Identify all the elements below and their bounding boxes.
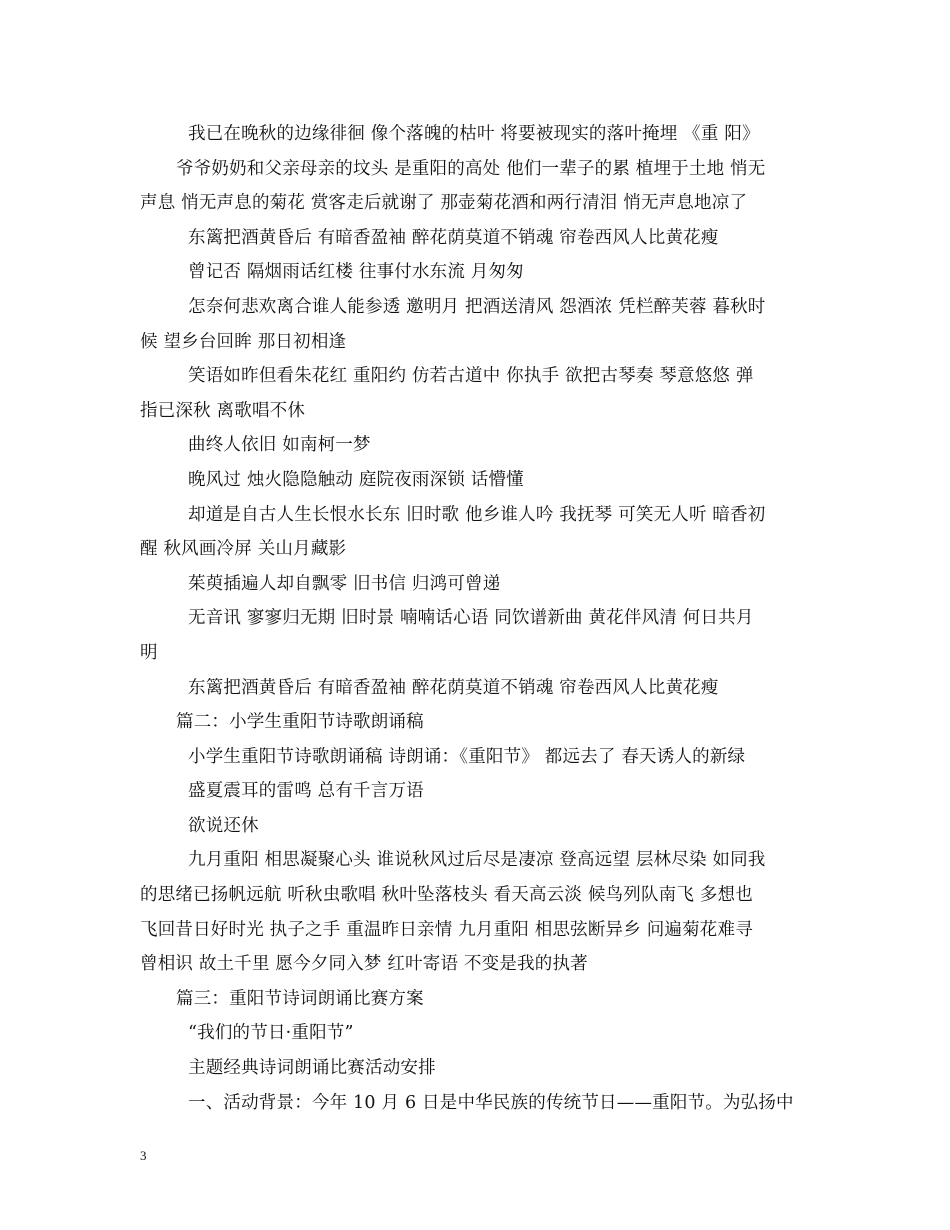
text-line: 曾相识 故土千里 愿今夕同入梦 红叶寄语 不变是我的执著 [140, 954, 588, 975]
text-line: 指已深秋 离歌唱不休 [140, 400, 306, 421]
text-line: 醒 秋风画冷屏 关山月藏影 [140, 539, 347, 560]
text-line: 主题经典诗词朗诵比赛活动安排 [188, 1058, 436, 1079]
text-line: 曲终人依旧 如南柯一梦 [188, 435, 371, 456]
page-number: 3 [140, 1148, 147, 1163]
body-text [140, 117, 812, 1120]
text-line: 爷爷奶奶和父亲母亲的坟头 是重阳的高处 他们一辈子的累 植埋于土地 悄无 [176, 158, 766, 179]
text-line: “我们的节日·重阳节” [188, 1023, 354, 1044]
text-line: 篇二：小学生重阳节诗歌朗诵稿 [176, 712, 424, 733]
text-line: 候 望乡台回眸 那日初相逢 [140, 331, 347, 352]
text-line: 晚风过 烛火隐隐触动 庭院夜雨深锁 话懵懂 [188, 469, 524, 490]
text-line: 怎奈何悲欢离合谁人能参透 邀明月 把酒送清风 怨酒浓 凭栏醉芙蓉 暮秋时 [188, 296, 766, 317]
text-line: 小学生重阳节诗歌朗诵稿 诗朗诵：《重阳节》 都远去了 春天诱人的新绿 [188, 746, 746, 767]
text-line: 篇三：重阳节诗词朗诵比赛方案 [176, 988, 424, 1009]
text-line: 曾记否 隔烟雨话红楼 往事付水东流 月匆匆 [188, 262, 524, 283]
text-line: 飞回昔日好时光 执子之手 重温昨日亲情 九月重阳 相思弦断异乡 问遍菊花难寻 [140, 919, 753, 940]
text-line: 我已在晚秋的边缘徘徊 像个落魄的枯叶 将要被现实的落叶掩埋 《重 阳》 [188, 124, 760, 144]
text-line: 声息 悄无声息的菊花 赏客走后就谢了 那壶菊花酒和两行清泪 悄无声息地凉了 [140, 193, 748, 214]
text-line: 无音讯 寥寥归无期 旧时景 喃喃话心语 同饮谱新曲 黄花伴风清 何日共月 [188, 608, 754, 629]
text-line: 欲说还休 [188, 815, 259, 836]
text-line: 盛夏震耳的雷鸣 总有千言万语 [188, 781, 424, 802]
text-line: 九月重阳 相思凝聚心头 谁说秋风过后尽是凄凉 登高远望 层林尽染 如同我 [188, 850, 766, 871]
text-line: 东篱把酒黄昏后 有暗香盈袖 醉花荫莫道不销魂 帘卷西风人比黄花瘦 [188, 227, 719, 248]
text-line: 一、活动背景：今年 10 月 6 日是中华民族的传统节日——重阳节。为弘扬中 [188, 1092, 794, 1113]
text-line: 东篱把酒黄昏后 有暗香盈袖 醉花荫莫道不销魂 帘卷西风人比黄花瘦 [188, 677, 719, 698]
text-line: 笑语如昨但看朱花红 重阳约 仿若古道中 你执手 欲把古琴奏 琴意悠悠 弹 [188, 366, 754, 387]
text-line: 却道是自古人生长恨水长东 旧时歌 他乡谁人吟 我抚琴 可笑无人听 暗香初 [188, 504, 766, 525]
text-line: 茱萸插遍人却自飘零 旧书信 归鸿可曾递 [188, 573, 501, 594]
text-line: 的思绪已扬帆远航 听秋虫歌唱 秋叶坠落枝头 看天高云淡 候鸟列队南飞 多想也 [140, 885, 753, 906]
text-line: 明 [140, 642, 158, 663]
